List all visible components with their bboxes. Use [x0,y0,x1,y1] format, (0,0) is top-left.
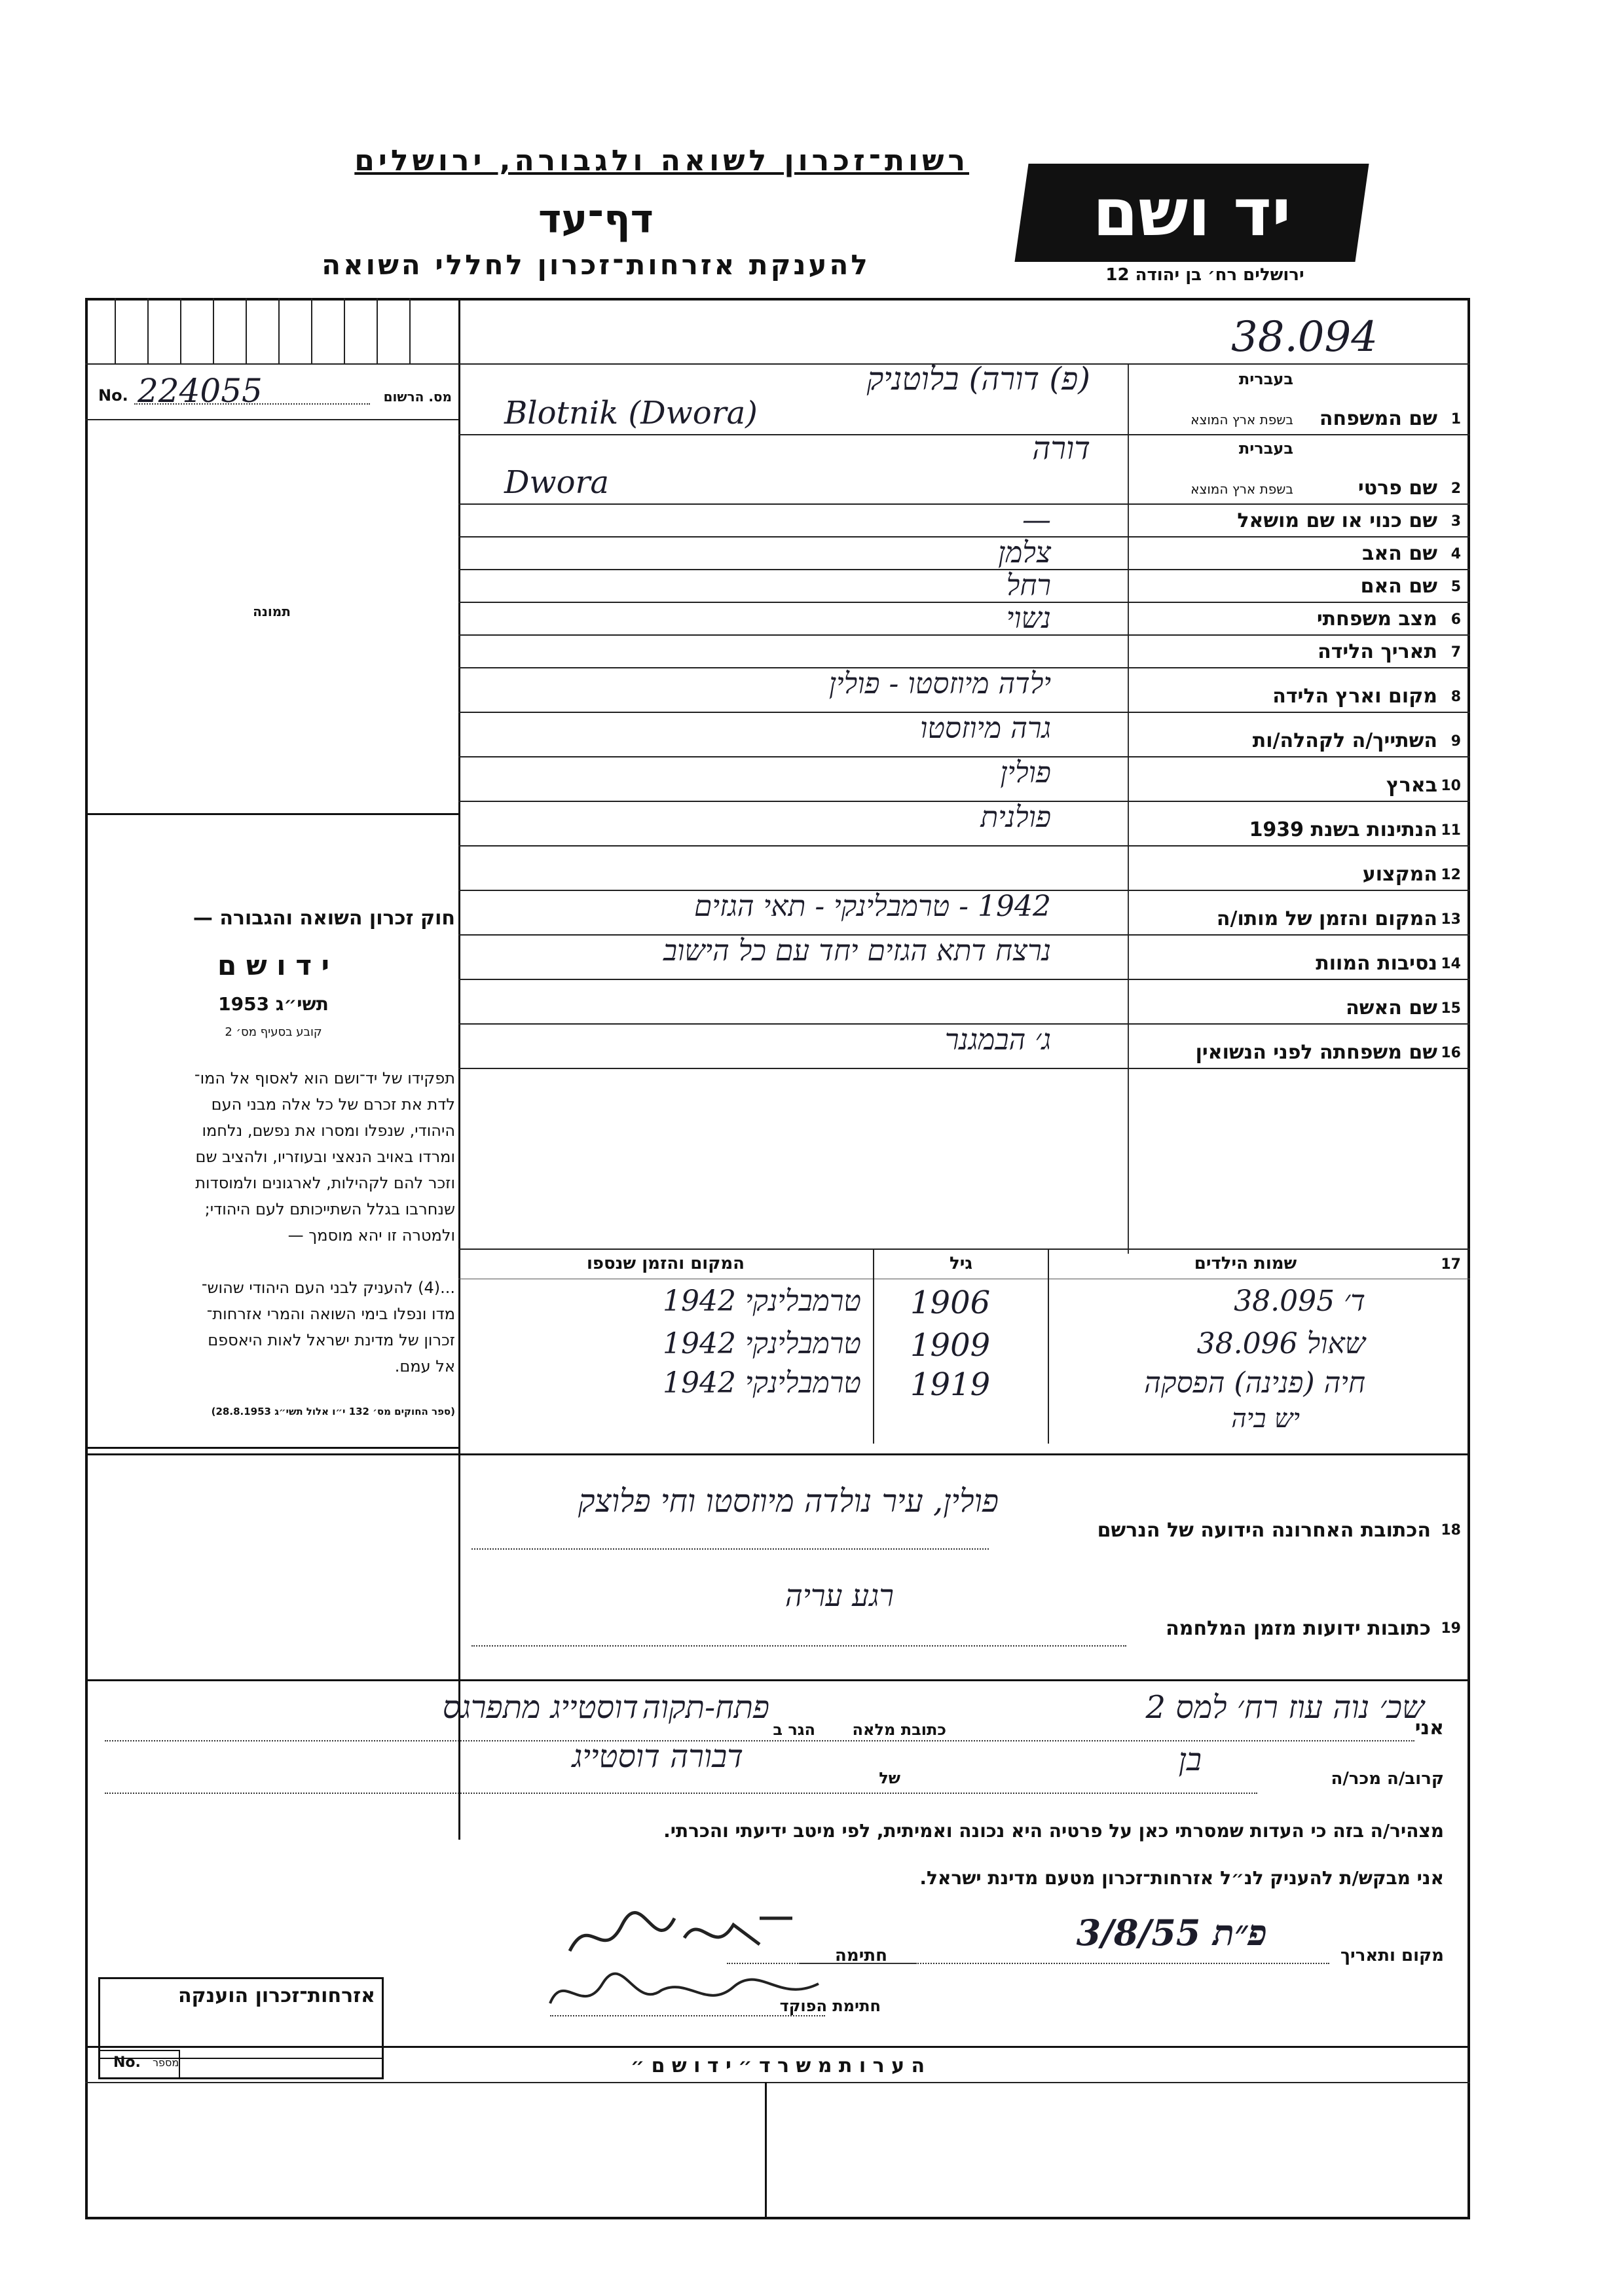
field-value: (פ) דורה) בלוטניק [866,361,1090,397]
field-label: תאריך הלידה [1318,640,1437,663]
children-table [458,1248,1470,1444]
field-number-19: 19 [1441,1620,1461,1637]
child-age: 1906 [910,1285,991,1321]
field-label: שם פרטי [1357,477,1437,500]
child-name: שאול 38.096 [1196,1327,1365,1360]
citizenship-no-prefix: No. [113,2054,141,2071]
office-notes-rule [85,2082,1470,2083]
photo-label: תמונה [253,604,291,619]
field-value-latin: Blotnik (Dwora) [504,395,758,431]
field-label: שם האשה [1346,996,1437,1019]
field-sub-origin: בשפת ארץ המוצא [1190,481,1293,497]
field-value: דורה [1032,430,1090,467]
children-col-names: שמות הילדים [1194,1254,1297,1273]
law-line: ומרדו באויב הנאצי ובעוזריו, ולהציב שם [195,1148,455,1166]
place-date-value: פ״ת 3/8/55 [1076,1912,1267,1954]
field-value-19: רגע עריה [784,1578,894,1613]
registration-number-value: 224055 [138,372,263,410]
field-value: ילדה מיוזסטו - פולין [828,667,1051,701]
field-row-4 [458,536,1470,570]
field-value: ג׳ הבמגנר [944,1023,1051,1057]
header-address: ירושלים רח׳ בן יהודה 12 [1105,265,1304,285]
field-number: 1 [1450,411,1461,428]
field-row-11 [458,801,1470,847]
children-row [458,1327,1470,1366]
law-block [92,907,455,1417]
field-row-12 [458,845,1470,891]
field-value: נשוי [1006,602,1051,635]
field-row-19 [458,1568,1470,1660]
declarant-name: דוסטייג מתפרגס [442,1689,638,1726]
field-label-19: כתובות ידועות מזמן המלחמה [1166,1617,1431,1640]
photo-area [85,420,458,815]
form-name: דף־עד [538,196,654,242]
form-header [223,144,969,295]
field-row-8 [458,667,1470,713]
law-line: היהודי, שנפלו ומסרו את נפשם, נלחמו [202,1121,455,1140]
declaration-statement: מצהיר/ה בזה כי העדות שמסרתי כאן על פרטיה היא נכונה ואמיתית, לפי מיטב ידיעתי והכרתי. [663,1820,1444,1842]
field-value: גרה מיוזסטו [920,712,1051,745]
field-label: שם משפחתה לפני הנשואין [1195,1041,1437,1064]
field-label: מצב משפחתי [1316,608,1437,630]
registration-number-label: מס. הרשום [383,389,452,405]
field-value: נרצח דתא הגזים יחד עם כל הישוב [663,934,1051,968]
field-label: המקצוע [1362,863,1437,886]
children-row [458,1403,1470,1442]
field-label: מקום וארץ הלידה [1272,685,1437,708]
field-number: 2 [1450,481,1461,497]
officer-signature [537,1964,838,2023]
field-label: נסיבות המוות [1316,952,1437,975]
child-name: יש ביה [1231,1404,1300,1434]
law-name: י ד ו ש ם [217,949,330,981]
law-clause: קובע בסעיף מס׳ 2 [225,1025,322,1039]
field-label: המקום והזמן של מותו/ה [1216,907,1437,930]
logo-text: יד ושם [1092,174,1291,251]
field-value: רחל [1006,569,1051,602]
field-row-15 [458,979,1470,1025]
citizenship-title: אזרחות־זכרון הוענקה [177,1984,375,2007]
law-line: אל עמם. [394,1357,455,1376]
field-number-17: 17 [1441,1256,1461,1273]
field-row-6 [458,602,1470,636]
field-label: שם כנוי או שם מושאל [1237,509,1437,532]
form-purpose: להענקת אזרחות־זכרון לחללי השואה [322,249,870,281]
full-address-label: כתובת מלאה [852,1721,946,1739]
child-age: 1909 [910,1327,991,1364]
lives-in-label: הגר ב [773,1721,815,1739]
field-number: 4 [1450,546,1461,562]
field-value: פולין [1000,756,1051,790]
field-number: 15 [1441,1000,1461,1017]
child-place: טרמבלינקי 1942 [663,1366,861,1400]
field-number: 9 [1450,733,1461,750]
field-row-3 [458,503,1470,538]
yad-vashem-logo [1014,164,1369,262]
law-line: וזכר להם לקהילות, לארגונים ולמוסדות [195,1174,455,1192]
field-label: שם האב [1362,542,1437,565]
law-year: תשי״ג 1953 [218,993,329,1015]
law-line: זכרון של מדינת ישראל לאות היאספם [208,1331,455,1349]
field-value-18: פולין, עיר נולדה מיוזסטו וחי פלוצק [578,1483,999,1520]
field-number: 10 [1441,778,1461,794]
field-value-latin: Dwora [504,464,610,501]
child-name: ד׳ 38.095 [1234,1285,1365,1318]
field-number: 5 [1450,579,1461,595]
office-notes-top-rule [85,2046,1470,2048]
children-bottom-rule [85,1453,1470,1455]
child-age: 1919 [910,1366,991,1403]
authority-title: רשות־זכרון לשואה ולגבורה, ירושלים [354,144,969,177]
field-row-10 [458,756,1470,802]
of-label: של [879,1769,900,1787]
full-address-value: שכ׳ נוה עוז רח׳ למס 2 [1145,1689,1424,1726]
field-label: הנתינות בשנת 1939 [1249,818,1437,841]
declaration-request: אני מבקש/ת להעניק לנ״ל אזרחות־זכרון מטעם מדינת ישראל. [919,1867,1444,1889]
law-bottom-rule [85,1447,458,1449]
law-line: ...(4) להעניק לבני העם היהודי שהוש־ [201,1279,455,1297]
signature-label: חתימה [835,1946,887,1965]
field-label: שם המשפחה [1319,407,1437,430]
field-number: 14 [1441,956,1461,972]
child-place: טרמבלינקי 1942 [663,1285,861,1318]
registration-no-prefix: No. [98,386,128,405]
field-number: 11 [1441,822,1461,839]
declarant-signature [563,1899,799,1971]
children-row [458,1285,1470,1324]
children-row [458,1366,1470,1406]
law-line: מדו ונפלו בימי השואה והמרי אזרחות־ [206,1305,455,1323]
field-label-18: הכתובת האחרונה הידועה של הנרשם [1097,1519,1431,1542]
field-label: שם האם [1360,575,1437,598]
child-name: חיה (פנינה) הפסקה [1144,1366,1365,1400]
children-col-place: המקום והזמן שנספו [586,1254,745,1273]
field-value: צלמן [998,536,1051,570]
officer-signature-label: חתימת הפוקד [779,1997,881,2015]
field-sub-origin: בשפת ארץ המוצא [1190,412,1293,428]
field-sub-hebrew: בעברית [1238,370,1293,388]
office-notes-divider [765,2082,767,2219]
law-line: שנחרבו בגלל השתייכותם לעם היהודי; [204,1200,455,1218]
registration-number-row [98,372,452,411]
field-number-18: 18 [1441,1522,1461,1539]
field-number: 16 [1441,1045,1461,1061]
field-row-2 [458,430,1470,505]
declarant-label: אני [1414,1717,1444,1740]
field-number: 6 [1450,611,1461,628]
law-line: ולמטרה זו יהא מוסמך — [287,1226,455,1245]
field-number: 3 [1450,513,1461,530]
lives-in-value: פתח-תקוה [642,1689,769,1726]
field-row-9 [458,712,1470,757]
of-value: דבורה דוסטייג [572,1738,743,1775]
law-clause4 [92,1275,455,1379]
field-row-1 [458,361,1470,435]
field-label: השתייך/ה לקהלה/ות [1252,729,1437,752]
field-number: 13 [1441,911,1461,928]
field-label: בארץ [1386,774,1437,797]
field-sub-hebrew: בעברית [1238,439,1293,458]
law-gazette: (ספר החוקים מס׳ 132 י״ו אלול תשי״ג 28.8.1953) [211,1406,455,1417]
field-row-13 [458,890,1470,936]
handwritten-file-number: 38.094 [1231,313,1378,361]
relative-value: בן [1178,1741,1202,1778]
field-value: פולנית [980,801,1051,834]
top-boxes-row [85,298,458,365]
citizenship-number-label: מספר [153,2056,179,2069]
law-line: לדת את זכרם של כל אלה מבני העם [211,1095,455,1114]
children-col-age: גיל [949,1254,972,1273]
law-title: חוק זכרון השואה והגבורה — [193,907,455,930]
addresses-bottom-rule [85,1679,1470,1681]
field-row-5 [458,569,1470,603]
field-number: 7 [1450,644,1461,661]
field-number: 12 [1441,867,1461,883]
field-row-14 [458,934,1470,980]
place-date-label: מקום ותאריך [1340,1946,1444,1965]
field-row-18 [458,1457,1470,1568]
office-notes-title: ה ע ר ו ת מ ש ר ד ״ י ד ו ש ם ״ [630,2054,925,2077]
field-value: — [1022,503,1051,537]
relative-label: קרוב/ה מכר/ה [1331,1769,1444,1789]
field-row-16 [458,1023,1470,1069]
field-row-7 [458,634,1470,668]
law-paragraph [92,1065,455,1248]
law-line: תפקידו של יד־ושם הוא לאסוף אל המו־ [194,1069,455,1087]
field-number: 8 [1450,689,1461,705]
field-value: 1942 - טרמבלינקי - תאי הגזים [694,890,1051,923]
child-place: טרמבלינקי 1942 [663,1327,861,1360]
